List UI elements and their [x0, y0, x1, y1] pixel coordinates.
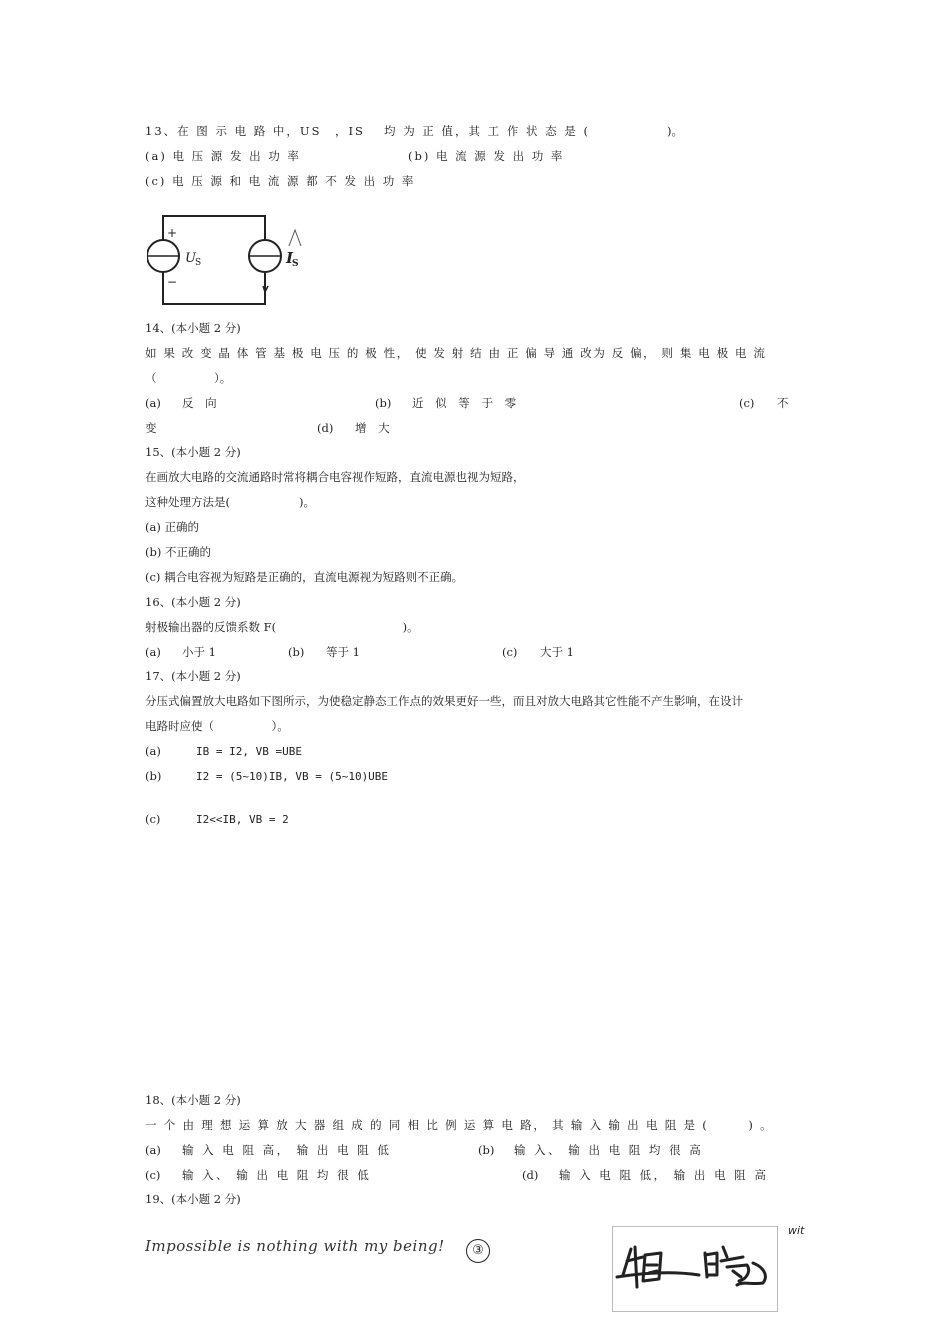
- q18-option-b-text: 输 入、 输 出 电 阻 均 很 高: [514, 1143, 704, 1157]
- q18-option-d-text: 输 入 电 阻 低， 输 出 电 阻 高: [559, 1168, 769, 1182]
- q14-option-c-text1: 不: [777, 396, 789, 410]
- q15-header: 15、(本小题 2 分): [145, 445, 241, 459]
- us-label: U: [185, 251, 196, 266]
- q15-stem-line2: 这种处理方法是( )。: [145, 495, 315, 509]
- q18-option-a-label: (a): [145, 1143, 161, 1157]
- q18-option-b-label: (b): [478, 1143, 495, 1157]
- is-label: I: [286, 249, 294, 267]
- signature-image: [612, 1226, 778, 1312]
- footer-slogan: Impossible is nothing with my being!: [145, 1237, 445, 1255]
- corner-text: wit: [788, 1224, 805, 1237]
- q18-option-c-text: 输 入、 输 出 电 阻 均 很 低: [182, 1168, 372, 1182]
- q18-option-d-label: (d): [522, 1168, 539, 1182]
- q17-option-a-label: (a): [145, 744, 161, 758]
- q14-option-a-text: 反 向: [182, 396, 221, 410]
- q13-stem: 13、在 图 示 电 路 中，US ，IS 均 为 正 值，其 工 作 状 态 是 (: [145, 124, 590, 138]
- us-subscript: S: [195, 258, 202, 268]
- q15-option-c: (c) 耦合电容视为短路是正确的，直流电源视为短路则不正确。: [145, 570, 464, 584]
- q17-option-b-label: (b): [145, 769, 162, 783]
- q13-option-a: (a) 电 压 源 发 出 功 率: [145, 149, 301, 163]
- q17-option-b-text: I2 = (5~10)IB, VB = (5~10)UBE: [196, 770, 389, 783]
- q17-option-c-text: I2<<IB, VB = 2: [196, 813, 289, 826]
- q16-option-c-text: 大于 1: [540, 645, 574, 659]
- q17-header: 17、(本小题 2 分): [145, 669, 241, 683]
- q15-option-b: (b) 不正确的: [145, 545, 211, 559]
- q14-option-a-label: (a): [145, 396, 161, 410]
- q14-stem-line1: 如 果 改 变 晶 体 管 基 极 电 压 的 极 性， 使 发 射 结 由 正 偏 导 通 改为 反 偏， 则 集 电 极 电 流: [145, 346, 767, 360]
- q14-option-b-text: 近 似 等 于 零: [412, 396, 521, 410]
- minus-label: −: [167, 275, 178, 289]
- page-number: ③: [466, 1239, 490, 1263]
- q17-option-a-text: IB = I2, VB =UBE: [196, 745, 302, 758]
- handwritten-signature: [613, 1227, 777, 1311]
- q15-stem-line1: 在画放大电路的交流通路时常将耦合电容视作短路，直流电源也视为短路，: [145, 470, 525, 484]
- q16-option-a-text: 小于 1: [182, 645, 216, 659]
- q17-stem-line2: 电路时应使（ ）。: [145, 719, 289, 733]
- q18-header: 18、(本小题 2 分): [145, 1093, 241, 1107]
- q16-option-b-text: 等于 1: [326, 645, 360, 659]
- q16-header: 16、(本小题 2 分): [145, 595, 241, 609]
- q14-option-c-label: (c): [739, 396, 755, 410]
- q14-option-b-label: (b): [375, 396, 392, 410]
- q14-stem-line2: （ ）。: [145, 371, 232, 385]
- q14-option-d-text: 增 大: [355, 421, 394, 435]
- q13-stem-close: )。: [667, 124, 683, 138]
- q18-stem: 一 个 由 理 想 运 算 放 大 器 组 成 的 同 相 比 例 运 算 电 路， 其 输 入 输 出 电 阻 是 ( ) 。: [145, 1118, 774, 1132]
- q16-stem: 射极输出器的反馈系数 F( )。: [145, 620, 419, 634]
- q17-option-c-label: (c): [145, 812, 161, 826]
- q16-option-a-label: (a): [145, 645, 161, 659]
- q16-option-b-label: (b): [288, 645, 305, 659]
- plus-label: +: [167, 226, 178, 240]
- q17-stem-line1: 分压式偏置放大电路如下图所示，为使稳定静态工作点的效果更好一些，而且对放大电路其它性能不产生影响，在设计: [145, 694, 743, 708]
- q14-option-d-label: (d): [317, 421, 334, 435]
- q14-header: 14、(本小题 2 分): [145, 321, 241, 335]
- q16-option-c-label: (c): [502, 645, 518, 659]
- q18-option-c-label: (c): [145, 1168, 161, 1182]
- q13-option-c: (c) 电 压 源 和 电 流 源 都 不 发 出 功 率: [145, 174, 416, 188]
- q14-option-c-text2: 变: [145, 421, 157, 435]
- q15-option-a: (a) 正确的: [145, 520, 199, 534]
- q18-option-a-text: 输 入 电 阻 高， 输 出 电 阻 低: [182, 1143, 392, 1157]
- q19-header: 19、(本小题 2 分): [145, 1192, 241, 1206]
- is-subscript: S: [292, 259, 299, 269]
- circuit-diagram: [147, 208, 319, 308]
- q13-option-b: (b) 电 流 源 发 出 功 率: [408, 149, 565, 163]
